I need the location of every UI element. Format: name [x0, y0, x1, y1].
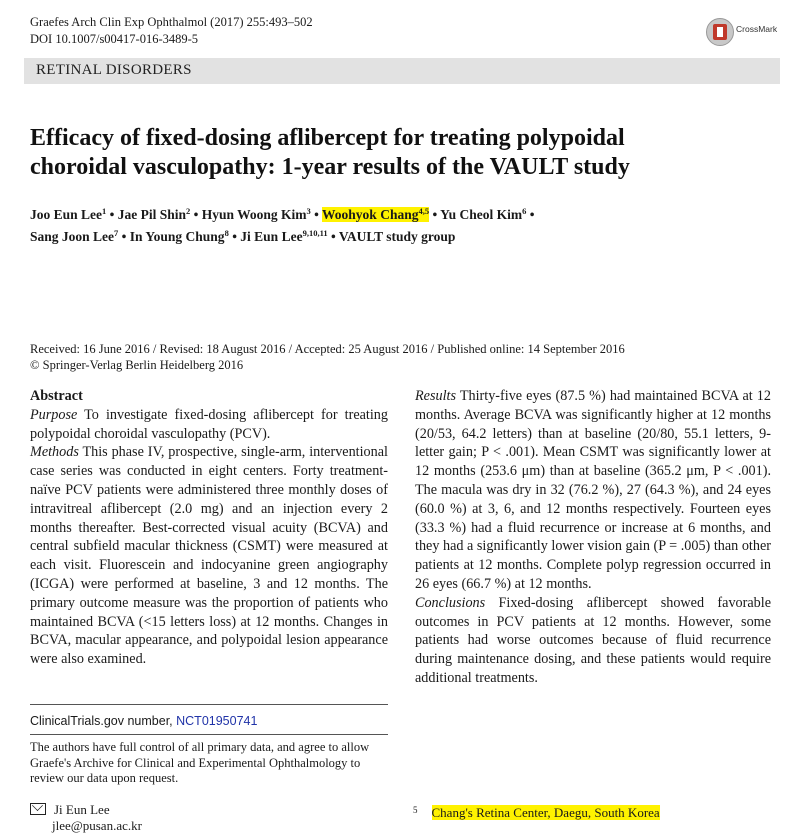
category-band — [24, 58, 780, 84]
author-separator: • — [330, 229, 336, 244]
author-separator: • — [193, 207, 199, 222]
crossmark-label: CrossMark — [736, 24, 778, 34]
affiliation — [413, 802, 660, 821]
crossmark-badge[interactable] — [706, 18, 776, 48]
affiliation-text: Chang's Retina Center, Daegu, South Korea — [431, 805, 660, 820]
abstract-purpose: Purpose To investigate fixed-dosing aflibercept for treating polypoidal choroidal vasculopathy (PCV). — [30, 406, 388, 442]
category-label: RETINAL DISORDERS — [36, 62, 192, 78]
journal-citation: Graefes Arch Clin Exp Ophthalmol (2017) 255:493–502 — [30, 15, 313, 29]
abstract-left-column — [30, 387, 388, 669]
author[interactable]: Joo Eun Lee$^1$ — [30, 206, 107, 222]
author-separator: • — [121, 229, 127, 244]
author-separator: • — [109, 207, 115, 222]
author-separator: • — [314, 207, 319, 222]
abstract-right-column — [415, 387, 771, 688]
author-separator: • — [529, 207, 535, 222]
data-control-note: The authors have full control of all primary data, and agree to allow Graefe's Archive for Clinical and Experimental Ophthalmology to review our data upon request. — [30, 740, 370, 785]
author-separator: • — [432, 207, 438, 222]
title-line-1: Efficacy of fixed-dosing aflibercept for treating polypoidal — [30, 125, 625, 151]
corresponding-author: Ji Eun Lee — [54, 802, 110, 817]
author[interactable]: Jae Pil Shin$^2$ — [117, 206, 191, 222]
footnote-divider — [30, 734, 388, 735]
copyright-line: © Springer-Verlag Berlin Heidelberg 2016 — [30, 358, 244, 372]
correspondence — [30, 802, 110, 817]
author[interactable]: Hyun Woong Kim$^3$ — [201, 206, 311, 222]
author-list — [30, 204, 770, 248]
author[interactable]: Ji Eun Lee$^{9,10,11}$ — [240, 228, 328, 244]
author[interactable]: Sang Joon Lee$^7$ — [30, 228, 119, 244]
envelope-icon — [30, 803, 46, 815]
clinical-trial-registration: ClinicalTrials.gov number, NCT01950741 — [30, 714, 258, 728]
affiliation-number: 5 — [413, 805, 418, 815]
abstract-methods: Methods This phase IV, prospective, single-arm, interventional case series was conducted in eight centers. Forty treatment-naïve PCV patients were administered three monthly doses of intravitreal aflibercept (2.0 mg) and an injection every 2 months thereafter. Best-corrected visual acuity (BCVA) and central subfield macular thickness (CSMT) were measured at each visit. Fluorescein and indocyanine green angiography (ICGA) were performed at baseline, 3 and 12 months. The primary outcome measure was the proportion of patients who maintained BCVA (<15 letters loss) at 12 months. Changes in BCVA, macular appearance, and polypoidal lesion appearance were also examined. — [30, 444, 388, 668]
trial-id-link[interactable]: NCT01950741 — [176, 714, 258, 728]
author-separator: • — [232, 229, 237, 244]
publication-dates — [30, 341, 625, 373]
crossmark-icon — [706, 18, 734, 46]
article-title — [30, 124, 750, 182]
author[interactable]: Yu Cheol Kim$^6$ — [440, 206, 527, 222]
study-group: VAULT study group — [338, 229, 456, 244]
footnote-divider — [30, 704, 388, 705]
doi[interactable]: DOI 10.1007/s00417-016-3489-5 — [30, 32, 199, 46]
title-line-2: choroidal vasculopathy: 1-year results of the VAULT study — [30, 154, 630, 180]
dates-line: Received: 16 June 2016 / Revised: 18 August 2016 / Accepted: 25 August 2016 / Published online: 14 September 2016 — [30, 342, 625, 356]
abstract-conclusions: Conclusions Fixed-dosing aflibercept showed favorable outcomes in PCV patients at 12 months. However, some patients had worse outcomes because of fluid recurrence during maintenance dosing, and these patients would require additional treatments. — [415, 594, 771, 686]
author[interactable]: In Young Chung$^8$ — [129, 228, 229, 244]
abstract-heading: Abstract — [30, 388, 83, 404]
author-highlighted[interactable]: Woohyok Chang$^{4,5}$ — [322, 206, 430, 222]
abstract-results: Results Thirty-five eyes (87.5 %) had maintained BCVA at 12 months. Average BCVA was significantly higher at 12 months (20/53, 64.2 letters) than at baseline (20/80, 55.1 letters, 9-letter gain; P < .001). Mean CSMT was significantly lower at 12 months (253.6 μm) than at baseline (365.2 μm, P < .001). The macula was dry in 32 (76.2 %), 27 (64.3 %), and 24 eyes (60.0 %) at 3, 6, and 12 months respectively. Fourteen eyes (33.3 %) had a fluid recurrence or increase at 6 months, and they had a significantly lower vision gain (P = .005) than other patients at 12 months. Complete polyp regression occurred in 26 eyes (66.7 %) at 12 months. — [415, 388, 771, 592]
correspondence-email[interactable]: jlee@pusan.ac.kr — [52, 818, 142, 833]
